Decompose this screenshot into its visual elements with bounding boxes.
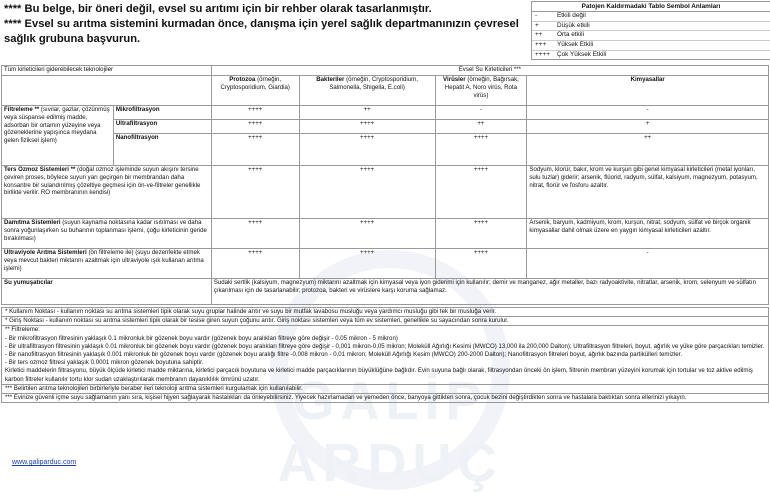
legend-symbol: - (535, 12, 538, 19)
table-cell: ++++ (299, 219, 435, 249)
technologies-header: Tüm kirleticileri giderebilecek teknolojiler (2, 66, 212, 76)
table-cell: ++++ (299, 134, 435, 166)
table-cell: ++++ (435, 134, 527, 166)
table-cell: ++++ (299, 166, 435, 219)
heading-line-2: **** Evsel su arıtma sistemini kurmadan önce, danışma için yerel sağlık departmanınızın çevresel sağlık grubuna başvurun. (4, 18, 519, 45)
table-cell: - (527, 249, 769, 279)
table-cell: ++++ (211, 166, 299, 219)
row-ultrafiltration: Ultrafiltrasyon (113, 120, 211, 134)
heading-line-1: **** Bu belge, bir öneri değil, evsel su arıtımı için bir rehber olarak tasarlanmıştır. (4, 3, 432, 15)
table-cell: ++++ (435, 219, 527, 249)
legend-symbol: + (535, 21, 539, 29)
table-cell: ++++ (211, 249, 299, 279)
row-ultraviolet: Ultraviyole Arıtma Sistemleri (ön filtreleme ile) (suyu dezenfekte etmek veya mevcut bakteri miktarını azaltmak için ultraviyole ışık kullanan arıtma işlemi) (2, 249, 212, 279)
table-cell: ++ (299, 106, 435, 120)
legend-row (532, 12, 770, 22)
table-cell: ++++ (299, 249, 435, 279)
note-line: - Bir mikrofiltrasyon filtresinin yaklaşık 0.1 mikronluk bir gözenek boyu vardır (gözenek boyu aralıkları filtreye göre değişir - 0.05 mikron - 5 mikron) (5, 334, 398, 342)
note-line: - Bir ters ozmoz filtresi yaklaşık 0.0001 mikron gözenek boyutuna sahiptir. (5, 359, 204, 367)
table-cell: Arsenik, baryum, kadmiyum, krom, kurşun, nitrat, sodyum, sülfat ve birçok organik kimyasallar dahil olmak üzere en yaygın kimyasal kirleticileri azaltır. (527, 219, 769, 249)
table-cell: ++++ (211, 120, 299, 134)
legend-meaning: Düşük etkili (557, 21, 590, 29)
website-link[interactable]: www.galiparduc.com (12, 459, 77, 466)
table-cell: ++++ (435, 249, 527, 279)
col-protozoa: Protozoa (örneğin, Cryptosporidium, Giardia) (211, 76, 299, 106)
table-cell: ++++ (299, 120, 435, 134)
contaminants-header: Evsel Su Kirleticileri *** (211, 66, 768, 76)
note-line: - Bir nanofiltrasyon filtresinin yaklaşık 0.001 mikronluk bir gözenek boyu vardır (gözenek boyu aralığı filtre -0,008 mikron - 0,01 mikron; Moleküll Ağırlığı Kesim (MWCO) 200-2000 Dalton); Nanofiltrasyon filtreleri boyut, ağırlık bazında partikülleri temizler. (5, 351, 683, 359)
table-cell: ++ (435, 120, 527, 134)
note-filtration (1, 325, 769, 383)
legend-symbol: ++ (535, 31, 543, 39)
table-cell: ++++ (211, 106, 299, 120)
table-cell: ++ (527, 134, 769, 166)
row-distillation: Damıtma Sistemleri (suyun kaynama noktasına kadar ısıtılması ve daha sonra yoğunlaşırken su buharının toplanması işlemi, çoğu kirleticinin geride bırakılması) (2, 219, 212, 249)
note-line: - Bir ultrafiltrasyon filtresinin yaklaşık 0.01 mikronluk bir gözenek boyu vardır (gözenek boyu aralıkları filtreye göre değişir - 0,001 mikron-0,05 mikron; Moleküll Ağırlığı Kesimi (MWCO) 13,000 ila 200,000 Dalton); Ultrafiltrasyon filtreleri, boyut, ağırlık ve yüke göre parçacıkları temizler. (5, 342, 765, 350)
note-hygiene: *** Evinize güvenli içme suyu sağlamanın yanı sıra, kişisel hijyen sağlayarak hastalıkları da önleyebilirsiniz. Yiyecek hazırlamadan ve yemeden önce, banyoya gittikten sonra, çocuk bezini değiştirdikten sonra ve hastalara baktıktan sonra ellerinizi yıkayın. (1, 393, 769, 403)
col-bacteria: Bakteriler (örneğin, Cryptosporidium, Salmonella, Shigella, E.coli) (299, 76, 435, 106)
filtration-cell: Filtreleme ** (sıvılar, gazlar, çözünmüş veya süspanse edilmiş madde, adsorban bir ortamın yüzeyine veya gözeneklerine yapışınca meydana gelen fiziksel işlem) (2, 106, 114, 166)
row-reverse-osmosis: Ters Ozmoz Sistemleri ** (doğal ozmoz işleminde suyun akışını tersine çeviren proses, böylece suyun yarı geçirgen bir membrandan daha konsantre bir sulandırılmış çözeltiye geçmesi için ön-ve-filtreler genellikle birlikte verilir. RO membranının kendisi) (2, 166, 212, 219)
row-nanofiltration: Nanofiltrasyon (113, 134, 211, 166)
legend-meaning: Yüksek Etkili (557, 41, 594, 49)
legend-meaning: Etkili değil (557, 12, 586, 19)
legend-row (532, 31, 770, 41)
table-cell: ++++ (211, 219, 299, 249)
table-cell: - (435, 106, 527, 120)
legend-symbol: +++ (535, 41, 547, 49)
note-point-of-entry: * Giriş Noktası - kullanım noktası su arıtma sistemleri tipik olarak bir tesise giren suyun çoğunu arıtır. Giriş noktası sistemleri veya tüm ev sistemleri, genellikle su sayacından sonra kurulur. (1, 316, 769, 325)
note-combined-tech: *** Belirtilen arıtma teknolojileri birbirleriyle beraber ileri teknoloji arıtma sistemleri kurgulamak için kullanılabilir. (1, 384, 769, 393)
legend-symbol: ++++ (535, 50, 550, 58)
col-virus: Virüsler (örneğin, Bağırsak, Hepatit A, Noro virüs, Rota virüs) (435, 76, 527, 106)
table-cell: Sodyum, klorür, bakır, krom ve kurşun gibi genel kimyasal kirleticileri (metal iyonları, sulu tuzlar) giderir; arsenik, flüorid, radyum, sülfat, kalsiyum, magnezyum, potasyum, nitrat, florür ve fosforu azaltır. (527, 166, 769, 219)
legend-row (532, 51, 770, 60)
row-water-softener: Su yumuşatıcılar (2, 279, 212, 305)
legend-meaning: Orta etkili (557, 31, 584, 39)
col-chemicals: Kimyasallar (527, 76, 769, 106)
table-cell: ++++ (435, 166, 527, 219)
document-heading (4, 2, 524, 47)
note-point-of-use: * Kullanım Noktası - kullanım noktası su arıtma sistemleri tipik olarak suyu gruplar halinde arıtır ve suyu bir mutfak lavabosu musluğu veya yardımcı musluğu gibi tek bir musluğa verir. (1, 307, 769, 316)
table-cell: - (527, 106, 769, 120)
contaminant-table (1, 65, 769, 305)
legend-row (532, 22, 770, 32)
watermark: GALİP ARDUÇ (277, 371, 503, 493)
legend-row (532, 41, 770, 51)
header-blank (2, 76, 212, 106)
symbol-legend (531, 1, 770, 60)
footnotes (1, 307, 769, 403)
legend-meaning: Çok Yüksek Etkili (557, 50, 607, 58)
note-line: ** Filtreleme: (5, 326, 40, 334)
table-cell: ++++ (211, 134, 299, 166)
row-microfiltration: Mikrofiltrasyon (113, 106, 211, 120)
table-cell: + (527, 120, 769, 134)
note-line: Kirletici maddelerin filtrasyonu, büyük ölçüde kirletici madde miktarına, kirletici parçacık boyutuna ve kirletici madde parçacıklarının büyüklüğüne bağlıdır. Evin suyuna bağlı olarak, filtrasyondan önceki ön işlem, filtrenin membran yüzeyini korumak için tortular ve toz aktive edilmiş karbon filtreler kullanılır tortu klor sudan uzaklaştırılarak membranın dayanıklılık ömrünü uzatır. (5, 367, 753, 383)
legend-title: Patojen Kaldırmadaki Tablo Sembol Anlamları (532, 2, 770, 12)
softener-desc: Sudaki sertlik (kalsiyum, magnezyum) miktarını azaltmak için kimyasal veya iyon giderimi için kullanılır; demir ve manganez, ağır metaller, bazı radyoaktivite, nitratlar, arsenik, krom, selenyum ve sülfatın çıkarılması için de tasarlanabilir; protozoa, bakteri ve virüslere karşı koruma sağlamaz. (211, 279, 768, 305)
